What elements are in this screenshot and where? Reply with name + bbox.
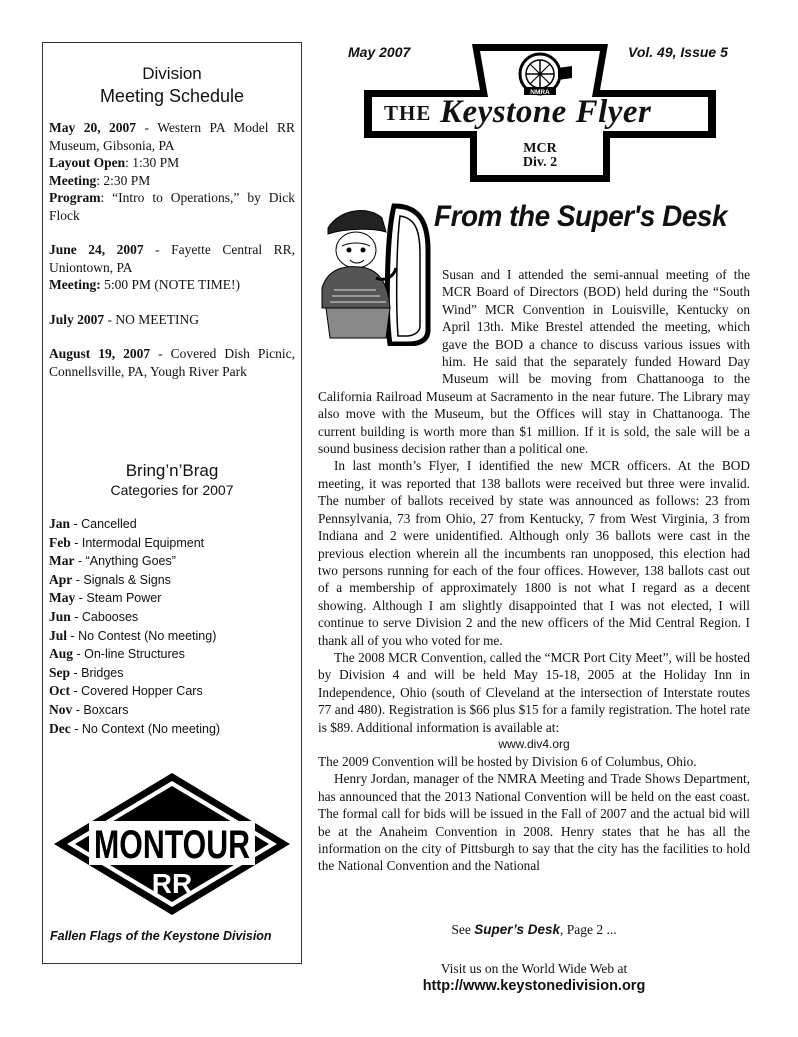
meeting-july xyxy=(49,311,295,329)
meeting-august xyxy=(49,345,295,380)
category-name: - Steam Power xyxy=(75,591,162,606)
meeting-date: June 24, 2007 xyxy=(49,242,144,257)
article-heading: From the Super's Desk xyxy=(434,200,728,233)
meeting-may xyxy=(49,119,295,224)
category-month: Jul xyxy=(49,627,68,643)
issue-volume: Vol. 49, Issue 5 xyxy=(628,44,728,60)
brag-title: Bring’n’Brag xyxy=(125,461,219,480)
program-label: Program xyxy=(49,190,101,205)
category-month: Feb xyxy=(49,534,71,550)
meeting-schedule xyxy=(43,119,301,380)
brag-subtitle: Categories for 2007 xyxy=(110,482,234,498)
article-paragraph-3: The 2008 MCR Convention, called the “MCR Port City Meet”, will be hosted by Division 4 and will be held May 15-18, 2005 at the Holiday Inn in Independence, Ohio (south of Cleveland at the intersection of Interstate routes 77 and 480). Registration is $66 plus $15 for a family registration. The hotel rate is $89. Additional information is available at: xyxy=(318,649,750,735)
meeting-label: Meeting: xyxy=(49,277,101,292)
category-month: Oct xyxy=(49,683,70,699)
logo-line2: RR xyxy=(151,868,193,899)
category-name: - Bridges xyxy=(70,665,124,680)
continued-target[interactable]: Super’s Desk xyxy=(474,922,561,937)
article-body xyxy=(318,266,750,874)
meeting-place: - NO MEETING xyxy=(104,311,199,327)
category-item xyxy=(49,645,295,664)
article-paragraph-1: Susan and I attended the semi-annual meeting of the MCR Board of Directors (BOD) held during the “South Wind” MCR Convention in Louisville, Kentucky on April 13th. Mike Brestel attended the meeting, which gave the BOD a chance to discuss various issues with him. He said that the separately funded Howard Day Museum will be moving from Chattanooga to the California Railroad Museum at Sacramento in the near future. The Library may also move with the Museum, but the Offices will stay in Chattanooga. The current building is worth more than $1 million. If it is sold, the sale will be a sound business decision rather than a political one. xyxy=(318,267,750,457)
article-paragraph-4: The 2009 Convention will be hosted by Division 6 of Columbus, Ohio. xyxy=(318,753,697,769)
meeting-place: - Covered Dish Picnic, Connellsville, PA, Yough River Park xyxy=(49,346,295,379)
schedule-title-line2: Meeting Schedule xyxy=(99,86,245,106)
category-month: Mar xyxy=(49,553,75,569)
category-name: - No Context (No meeting) xyxy=(70,721,221,736)
continued-note xyxy=(318,922,750,938)
category-month: Aug xyxy=(49,646,74,662)
visit-text: Visit us on the World Wide Web at xyxy=(440,961,628,976)
article-paragraph-5: Henry Jordan, manager of the NMRA Meeting and Trade Shows Department, has announced that the 2013 National Convention will be held on the east coast. The formal call for bids will be issued in the Fall of 2007 and the actual bid will be at the Anaheim Convention in 2008. Henry states that he has all the information on the city of Pittsburgh to say that the city has the facilities to hold the National Convention and the National xyxy=(318,771,750,874)
category-item xyxy=(49,534,295,553)
schedule-title-line1: Division xyxy=(142,64,202,83)
category-name: - Intermodal Equipment xyxy=(70,535,205,550)
category-name: - “Anything Goes” xyxy=(74,554,176,569)
category-item xyxy=(49,589,295,608)
category-month: Dec xyxy=(49,720,71,736)
category-month: Sep xyxy=(49,664,71,680)
issue-date: May 2007 xyxy=(348,44,411,60)
category-name: - On-line Structures xyxy=(73,647,185,662)
category-name: - Boxcars xyxy=(72,702,129,717)
continued-suffix: , Page 2 ... xyxy=(560,922,617,937)
category-list xyxy=(43,515,301,738)
category-name: - Covered Hopper Cars xyxy=(70,684,203,699)
category-item xyxy=(49,682,295,701)
category-month: Nov xyxy=(49,701,73,717)
div4-link[interactable]: www.div4.org xyxy=(498,736,570,751)
category-name: - Signals & Signs xyxy=(72,572,171,587)
category-item xyxy=(49,571,295,590)
meeting-place: - Western PA Model RR Museum, Gibsonia, PA xyxy=(49,120,295,153)
nmra-text: NMRA xyxy=(530,89,550,96)
category-month: Jan xyxy=(49,516,71,531)
montour-rr-logo xyxy=(49,769,295,919)
continued-prefix: See xyxy=(451,922,475,937)
logo-line1: MONTOUR xyxy=(94,823,251,867)
website-link[interactable]: http://www.keystonedivision.org xyxy=(422,978,646,994)
masthead-mcr: MCR xyxy=(523,141,557,156)
category-month: Jun xyxy=(49,608,71,624)
category-item xyxy=(49,701,295,720)
category-item xyxy=(49,720,295,739)
category-item xyxy=(49,664,295,683)
program-value: : “Intro to Operations,” by Dick Flock xyxy=(49,190,295,223)
category-item xyxy=(49,608,295,627)
category-month: Apr xyxy=(49,571,73,587)
masthead-the: THE xyxy=(384,101,432,125)
meeting-value: : 2:30 PM xyxy=(96,172,151,188)
category-name: - No Contest (No meeting) xyxy=(67,628,217,643)
article-paragraph-2: In last month’s Flyer, I identified the new MCR officers. At the BOD meeting, it was reported that 138 ballots were received but three were invalid. The number of ballots received by state was announced as follows: 23 from Pennsylvania, 73 from Ohio, 27 from Kentucky, 7 from West Virginia, 3 from Indiana and 2 were unidentified. Although only 36 ballots were cast in the previous election wherein all the incumbents ran unopposed, this election had two persons running for each of the four offices. However, 138 ballots cast out of a membership of approximately 1800 is not what I regard as a decent showing. Although I am slightly disappointed that I was not elected, I will continue to serve Division 2 and the new officers of the Mid Central Region. I thank all of you who voted for me. xyxy=(318,458,750,648)
schedule-title xyxy=(43,63,301,107)
meeting-date: July 2007 xyxy=(49,311,105,327)
logo-caption: Fallen Flags of the Keystone Division xyxy=(50,929,272,943)
meeting-date: August 19, 2007 xyxy=(49,346,151,361)
category-month: May xyxy=(49,590,76,606)
meeting-june xyxy=(49,241,295,294)
category-item xyxy=(49,515,295,534)
masthead-title: Keystone Flyer xyxy=(440,94,652,130)
category-name: - Cabooses xyxy=(70,609,139,624)
category-item xyxy=(49,627,295,646)
layout-label: Layout Open xyxy=(49,155,126,170)
meeting-date: May 20, 2007 xyxy=(49,120,137,135)
category-item xyxy=(49,552,295,571)
meeting-value: 5:00 PM (NOTE TIME!) xyxy=(100,277,240,292)
illustration-wrap xyxy=(318,266,442,386)
layout-value: : 1:30 PM xyxy=(125,155,180,170)
meeting-label: Meeting xyxy=(49,172,97,188)
meeting-place: - Fayette Central RR, Uniontown, PA xyxy=(49,242,295,275)
masthead-div: Div. 2 xyxy=(522,155,558,170)
sidebar xyxy=(42,42,302,964)
category-name: - Cancelled xyxy=(70,517,137,531)
